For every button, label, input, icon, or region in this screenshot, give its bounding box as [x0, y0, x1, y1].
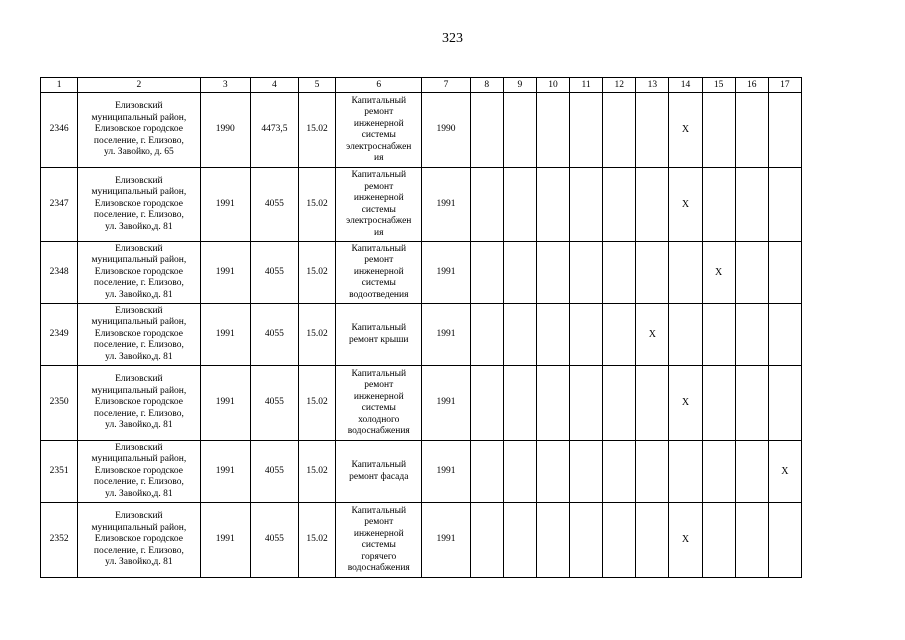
mark-cell-col-17: [768, 366, 801, 441]
mark-cell-col-11: [570, 168, 603, 242]
mark-cell-col-15: [702, 503, 735, 578]
mark-cell-col-14: [669, 304, 702, 366]
mark-cell-col-16: [735, 366, 768, 441]
mark-cell-col-15: [702, 304, 735, 366]
mark-cell-col-15: X: [702, 242, 735, 304]
table-row: [41, 242, 802, 304]
area-cell: 4055: [250, 304, 298, 366]
mark-cell-col-15: [702, 366, 735, 441]
year-cell: 1991: [422, 366, 470, 441]
area-cell: 4055: [250, 168, 298, 242]
record-number-cell: 2350: [41, 366, 78, 441]
column-header: 12: [603, 78, 636, 93]
mark-cell-col-12: [603, 441, 636, 503]
mark-cell-col-12: [603, 366, 636, 441]
area-cell: 4055: [250, 441, 298, 503]
mark-cell-col-16: [735, 304, 768, 366]
mark-cell-col-12: [603, 503, 636, 578]
record-number-cell: 2347: [41, 168, 78, 242]
mark-cell-col-14: X: [669, 168, 702, 242]
table-row: [41, 441, 802, 503]
mark-cell-col-8: [470, 441, 503, 503]
code-cell: 15.02: [298, 93, 335, 168]
area-cell: 4055: [250, 503, 298, 578]
mark-cell-col-16: [735, 503, 768, 578]
registry-table: [40, 77, 802, 578]
work-type-cell: Капитальный ремонт крыши: [336, 304, 422, 366]
year-cell: 1991: [422, 441, 470, 503]
mark-cell-col-10: [536, 441, 569, 503]
mark-cell-col-8: [470, 93, 503, 168]
address-cell: Елизовский муниципальный район, Елизовское городское поселение, г. Елизово, ул. Завойко,д. 81: [78, 304, 200, 366]
column-header: 14: [669, 78, 702, 93]
mark-cell-col-17: [768, 242, 801, 304]
table-row: [41, 93, 802, 168]
mark-cell-col-17: [768, 503, 801, 578]
mark-cell-col-12: [603, 242, 636, 304]
mark-cell-col-14: [669, 441, 702, 503]
column-header: 1: [41, 78, 78, 93]
record-number-cell: 2352: [41, 503, 78, 578]
page-number: 323: [442, 31, 463, 46]
mark-cell-col-16: [735, 93, 768, 168]
address-cell: Елизовский муниципальный район, Елизовское городское поселение, г. Елизово, ул. Завойко,д. 81: [78, 168, 200, 242]
mark-cell-col-11: [570, 441, 603, 503]
mark-cell-col-13: [636, 242, 669, 304]
mark-cell-col-10: [536, 93, 569, 168]
code-cell: 15.02: [298, 168, 335, 242]
mark-cell-col-13: [636, 93, 669, 168]
column-header: 9: [503, 78, 536, 93]
address-cell: Елизовский муниципальный район, Елизовское городское поселение, г. Елизово, ул. Завойко,д. 81: [78, 242, 200, 304]
mark-cell-col-8: [470, 304, 503, 366]
year-cell: 1991: [422, 503, 470, 578]
mark-cell-col-14: X: [669, 503, 702, 578]
year-cell: 1990: [422, 93, 470, 168]
address-cell: Елизовский муниципальный район, Елизовское городское поселение, г. Елизово, ул. Завойко,д. 81: [78, 503, 200, 578]
table-body: [41, 93, 802, 578]
column-header: 5: [298, 78, 335, 93]
build-year-cell: 1990: [200, 93, 250, 168]
mark-cell-col-9: [503, 242, 536, 304]
work-type-cell: Капитальный ремонт инженерной системы электроснабжен ия: [336, 93, 422, 168]
mark-cell-col-10: [536, 168, 569, 242]
mark-cell-col-10: [536, 503, 569, 578]
work-type-cell: Капитальный ремонт фасада: [336, 441, 422, 503]
code-cell: 15.02: [298, 441, 335, 503]
mark-cell-col-11: [570, 93, 603, 168]
header-row: [41, 78, 802, 93]
column-header: 7: [422, 78, 470, 93]
build-year-cell: 1991: [200, 366, 250, 441]
mark-cell-col-12: [603, 168, 636, 242]
mark-cell-col-8: [470, 503, 503, 578]
record-number-cell: 2351: [41, 441, 78, 503]
mark-cell-col-16: [735, 242, 768, 304]
mark-cell-col-11: [570, 503, 603, 578]
mark-cell-col-13: [636, 441, 669, 503]
address-cell: Елизовский муниципальный район, Елизовское городское поселение, г. Елизово, ул. Завойко,д. 81: [78, 366, 200, 441]
mark-cell-col-15: [702, 93, 735, 168]
year-cell: 1991: [422, 304, 470, 366]
column-header: 6: [336, 78, 422, 93]
mark-cell-col-8: [470, 168, 503, 242]
column-header: 11: [570, 78, 603, 93]
mark-cell-col-11: [570, 304, 603, 366]
mark-cell-col-9: [503, 503, 536, 578]
column-header: 17: [768, 78, 801, 93]
code-cell: 15.02: [298, 242, 335, 304]
column-header: 2: [78, 78, 200, 93]
column-header: 13: [636, 78, 669, 93]
address-cell: Елизовский муниципальный район, Елизовское городское поселение, г. Елизово, ул. Завойко, д. 65: [78, 93, 200, 168]
record-number-cell: 2346: [41, 93, 78, 168]
column-header: 15: [702, 78, 735, 93]
mark-cell-col-15: [702, 168, 735, 242]
build-year-cell: 1991: [200, 503, 250, 578]
build-year-cell: 1991: [200, 168, 250, 242]
mark-cell-col-15: [702, 441, 735, 503]
mark-cell-col-9: [503, 366, 536, 441]
column-header: 3: [200, 78, 250, 93]
work-type-cell: Капитальный ремонт инженерной системы водоотведения: [336, 242, 422, 304]
mark-cell-col-17: X: [768, 441, 801, 503]
column-header: 10: [536, 78, 569, 93]
mark-cell-col-16: [735, 168, 768, 242]
mark-cell-col-16: [735, 441, 768, 503]
mark-cell-col-8: [470, 366, 503, 441]
work-type-cell: Капитальный ремонт инженерной системы электроснабжен ия: [336, 168, 422, 242]
table-row: [41, 168, 802, 242]
mark-cell-col-9: [503, 304, 536, 366]
mark-cell-col-17: [768, 168, 801, 242]
code-cell: 15.02: [298, 366, 335, 441]
table-row: [41, 304, 802, 366]
mark-cell-col-14: [669, 242, 702, 304]
mark-cell-col-10: [536, 242, 569, 304]
mark-cell-col-13: X: [636, 304, 669, 366]
mark-cell-col-14: X: [669, 93, 702, 168]
work-type-cell: Капитальный ремонт инженерной системы горячего водоснабжения: [336, 503, 422, 578]
table-header: [41, 78, 802, 93]
code-cell: 15.02: [298, 503, 335, 578]
mark-cell-col-11: [570, 242, 603, 304]
address-cell: Елизовский муниципальный район, Елизовское городское поселение, г. Елизово, ул. Завойко,д. 81: [78, 441, 200, 503]
column-header: 8: [470, 78, 503, 93]
mark-cell-col-13: [636, 503, 669, 578]
mark-cell-col-10: [536, 304, 569, 366]
year-cell: 1991: [422, 242, 470, 304]
mark-cell-col-13: [636, 366, 669, 441]
column-header: 16: [735, 78, 768, 93]
record-number-cell: 2349: [41, 304, 78, 366]
mark-cell-col-9: [503, 441, 536, 503]
column-header: 4: [250, 78, 298, 93]
build-year-cell: 1991: [200, 304, 250, 366]
record-number-cell: 2348: [41, 242, 78, 304]
build-year-cell: 1991: [200, 441, 250, 503]
area-cell: 4055: [250, 366, 298, 441]
mark-cell-col-9: [503, 168, 536, 242]
mark-cell-col-12: [603, 304, 636, 366]
table-row: [41, 503, 802, 578]
year-cell: 1991: [422, 168, 470, 242]
mark-cell-col-9: [503, 93, 536, 168]
build-year-cell: 1991: [200, 242, 250, 304]
mark-cell-col-14: X: [669, 366, 702, 441]
mark-cell-col-12: [603, 93, 636, 168]
mark-cell-col-17: [768, 304, 801, 366]
table-row: [41, 366, 802, 441]
mark-cell-col-10: [536, 366, 569, 441]
mark-cell-col-8: [470, 242, 503, 304]
area-cell: 4055: [250, 242, 298, 304]
mark-cell-col-17: [768, 93, 801, 168]
code-cell: 15.02: [298, 304, 335, 366]
mark-cell-col-11: [570, 366, 603, 441]
work-type-cell: Капитальный ремонт инженерной системы холодного водоснабжения: [336, 366, 422, 441]
mark-cell-col-13: [636, 168, 669, 242]
area-cell: 4473,5: [250, 93, 298, 168]
